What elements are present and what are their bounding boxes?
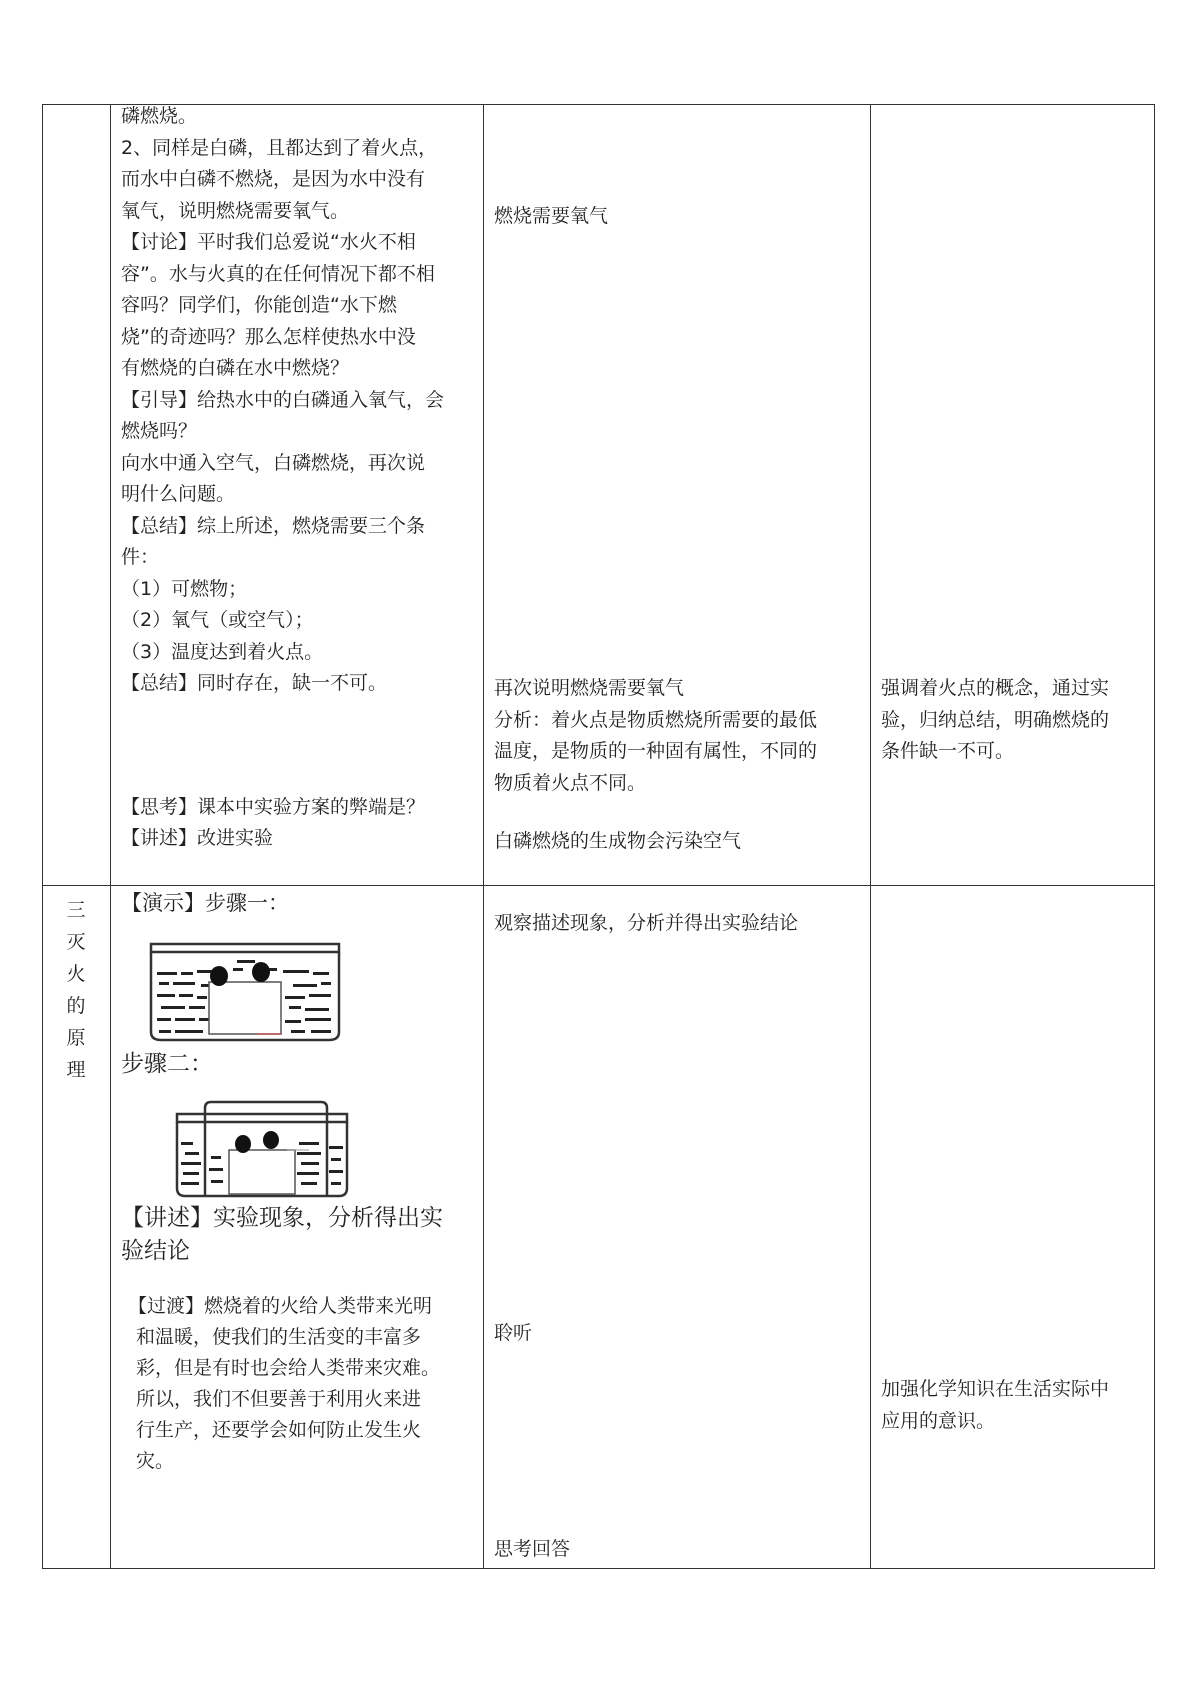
step2-label: 步骤二： (121, 1051, 213, 1077)
student-listen-text: 聆听 (494, 1322, 533, 1344)
table-row (43, 886, 1155, 1569)
text-line: 氧气，说明燃烧需要氧气。 (121, 199, 350, 222)
text-line: 再次说明燃烧需要氧气 (494, 677, 685, 699)
section-cell (43, 105, 111, 886)
text-line: 验结论 (121, 1238, 190, 1264)
text-line: 【总结】同时存在，缺一不可。 (121, 672, 388, 694)
student-answer-text: 思考回答 (494, 1538, 571, 1560)
text-line: 加强化学知识在生活实际中 (881, 1378, 1110, 1400)
teacher-explain-text: 【讲述】改进实验 (121, 827, 274, 849)
student-activity-cell (484, 105, 871, 886)
student-need-oxygen-text: 燃烧需要氧气 (494, 205, 609, 227)
student-activity-cell (484, 886, 871, 1569)
text-line: 明什么问题。 (121, 483, 236, 505)
text-line: 容”。水与火真的在任何情况下都不相 (121, 262, 435, 285)
text-line: 容吗？同学们，你能创造“水下燃 (121, 294, 397, 316)
text-line: （3）温度达到着火点。 (121, 640, 324, 663)
teacher-activity-text (121, 101, 444, 700)
design-intent-text (881, 1374, 1109, 1437)
text-line: 烧”的奇迹吗？那么怎样使热水中没 (121, 325, 416, 348)
student-observe-text: 观察描述现象，分析并得出实验结论 (494, 912, 799, 934)
transition-text (128, 1291, 440, 1477)
section-title: 三灭火的原理 (66, 899, 86, 1081)
text-line: 行生产，还要学会如何防止发生火 (136, 1419, 422, 1441)
student-pollution-text: 白磷燃烧的生成物会污染空气 (494, 830, 742, 852)
design-intent-text (881, 673, 1109, 768)
text-line: 而水中白磷不燃烧，是因为水中没有 (121, 168, 426, 190)
text-line: （1）可燃物； (121, 577, 248, 600)
text-line: 应用的意识。 (881, 1409, 996, 1432)
text-line: 磷燃烧。 (121, 105, 198, 127)
table-row (43, 105, 1155, 886)
text-line: 条件缺一不可。 (881, 740, 1015, 762)
explain-text (121, 1202, 443, 1268)
teacher-think-text: 【思考】课本中实验方案的弊端是？ (121, 796, 426, 818)
text-line: 2、同样是白磷，且都达到了着火点， (121, 136, 438, 159)
text-line: 【过渡】燃烧着的火给人类带来光明 (128, 1295, 433, 1317)
text-line: 所以，我们不但要善于利用火来进 (136, 1388, 422, 1410)
text-line: 燃烧吗？ (121, 420, 198, 442)
text-line: 彩，但是有时也会给人类带来灾难。 (136, 1357, 441, 1379)
text-line: 【引导】给热水中的白磷通入氧气，会 (121, 388, 445, 411)
text-line: 物质着火点不同。 (494, 771, 647, 794)
demo-step1-text: 【演示】步骤一： (121, 891, 289, 915)
text-line: 和温暖，使我们的生活变的丰富多 (136, 1326, 422, 1348)
teacher-activity-cell (111, 886, 484, 1569)
text-line: 【讨论】平时我们总爱说“水火不相 (121, 231, 416, 253)
design-intent-cell (871, 886, 1155, 1569)
experiment-figure-step1 (145, 940, 345, 1046)
text-line: 温度，是物质的一种固有属性，不同的 (494, 740, 818, 762)
text-line: 分析：着火点是物质燃烧所需要的最低 (494, 708, 818, 731)
text-line: 有燃烧的白磷在水中燃烧？ (121, 357, 350, 379)
lesson-plan-table (42, 104, 1155, 1569)
experiment-figure-step2 (171, 1100, 351, 1200)
section-cell (43, 886, 111, 1569)
text-line: （2）氧气（或空气）； (121, 609, 314, 631)
text-line: 【讲述】实验现象，分析得出实 (121, 1205, 443, 1231)
text-line: 灾。 (136, 1450, 175, 1472)
teacher-activity-cell (111, 105, 484, 886)
text-line: 验，归纳总结，明确燃烧的 (881, 708, 1110, 731)
student-again-text (494, 673, 817, 799)
text-line: 强调着火点的概念，通过实 (881, 677, 1110, 699)
text-line: 【总结】综上所述，燃烧需要三个条 (121, 514, 426, 537)
text-line: 件： (121, 546, 160, 568)
design-intent-cell (871, 105, 1155, 886)
text-line: 向水中通入空气，白磷燃烧，再次说 (121, 451, 426, 474)
